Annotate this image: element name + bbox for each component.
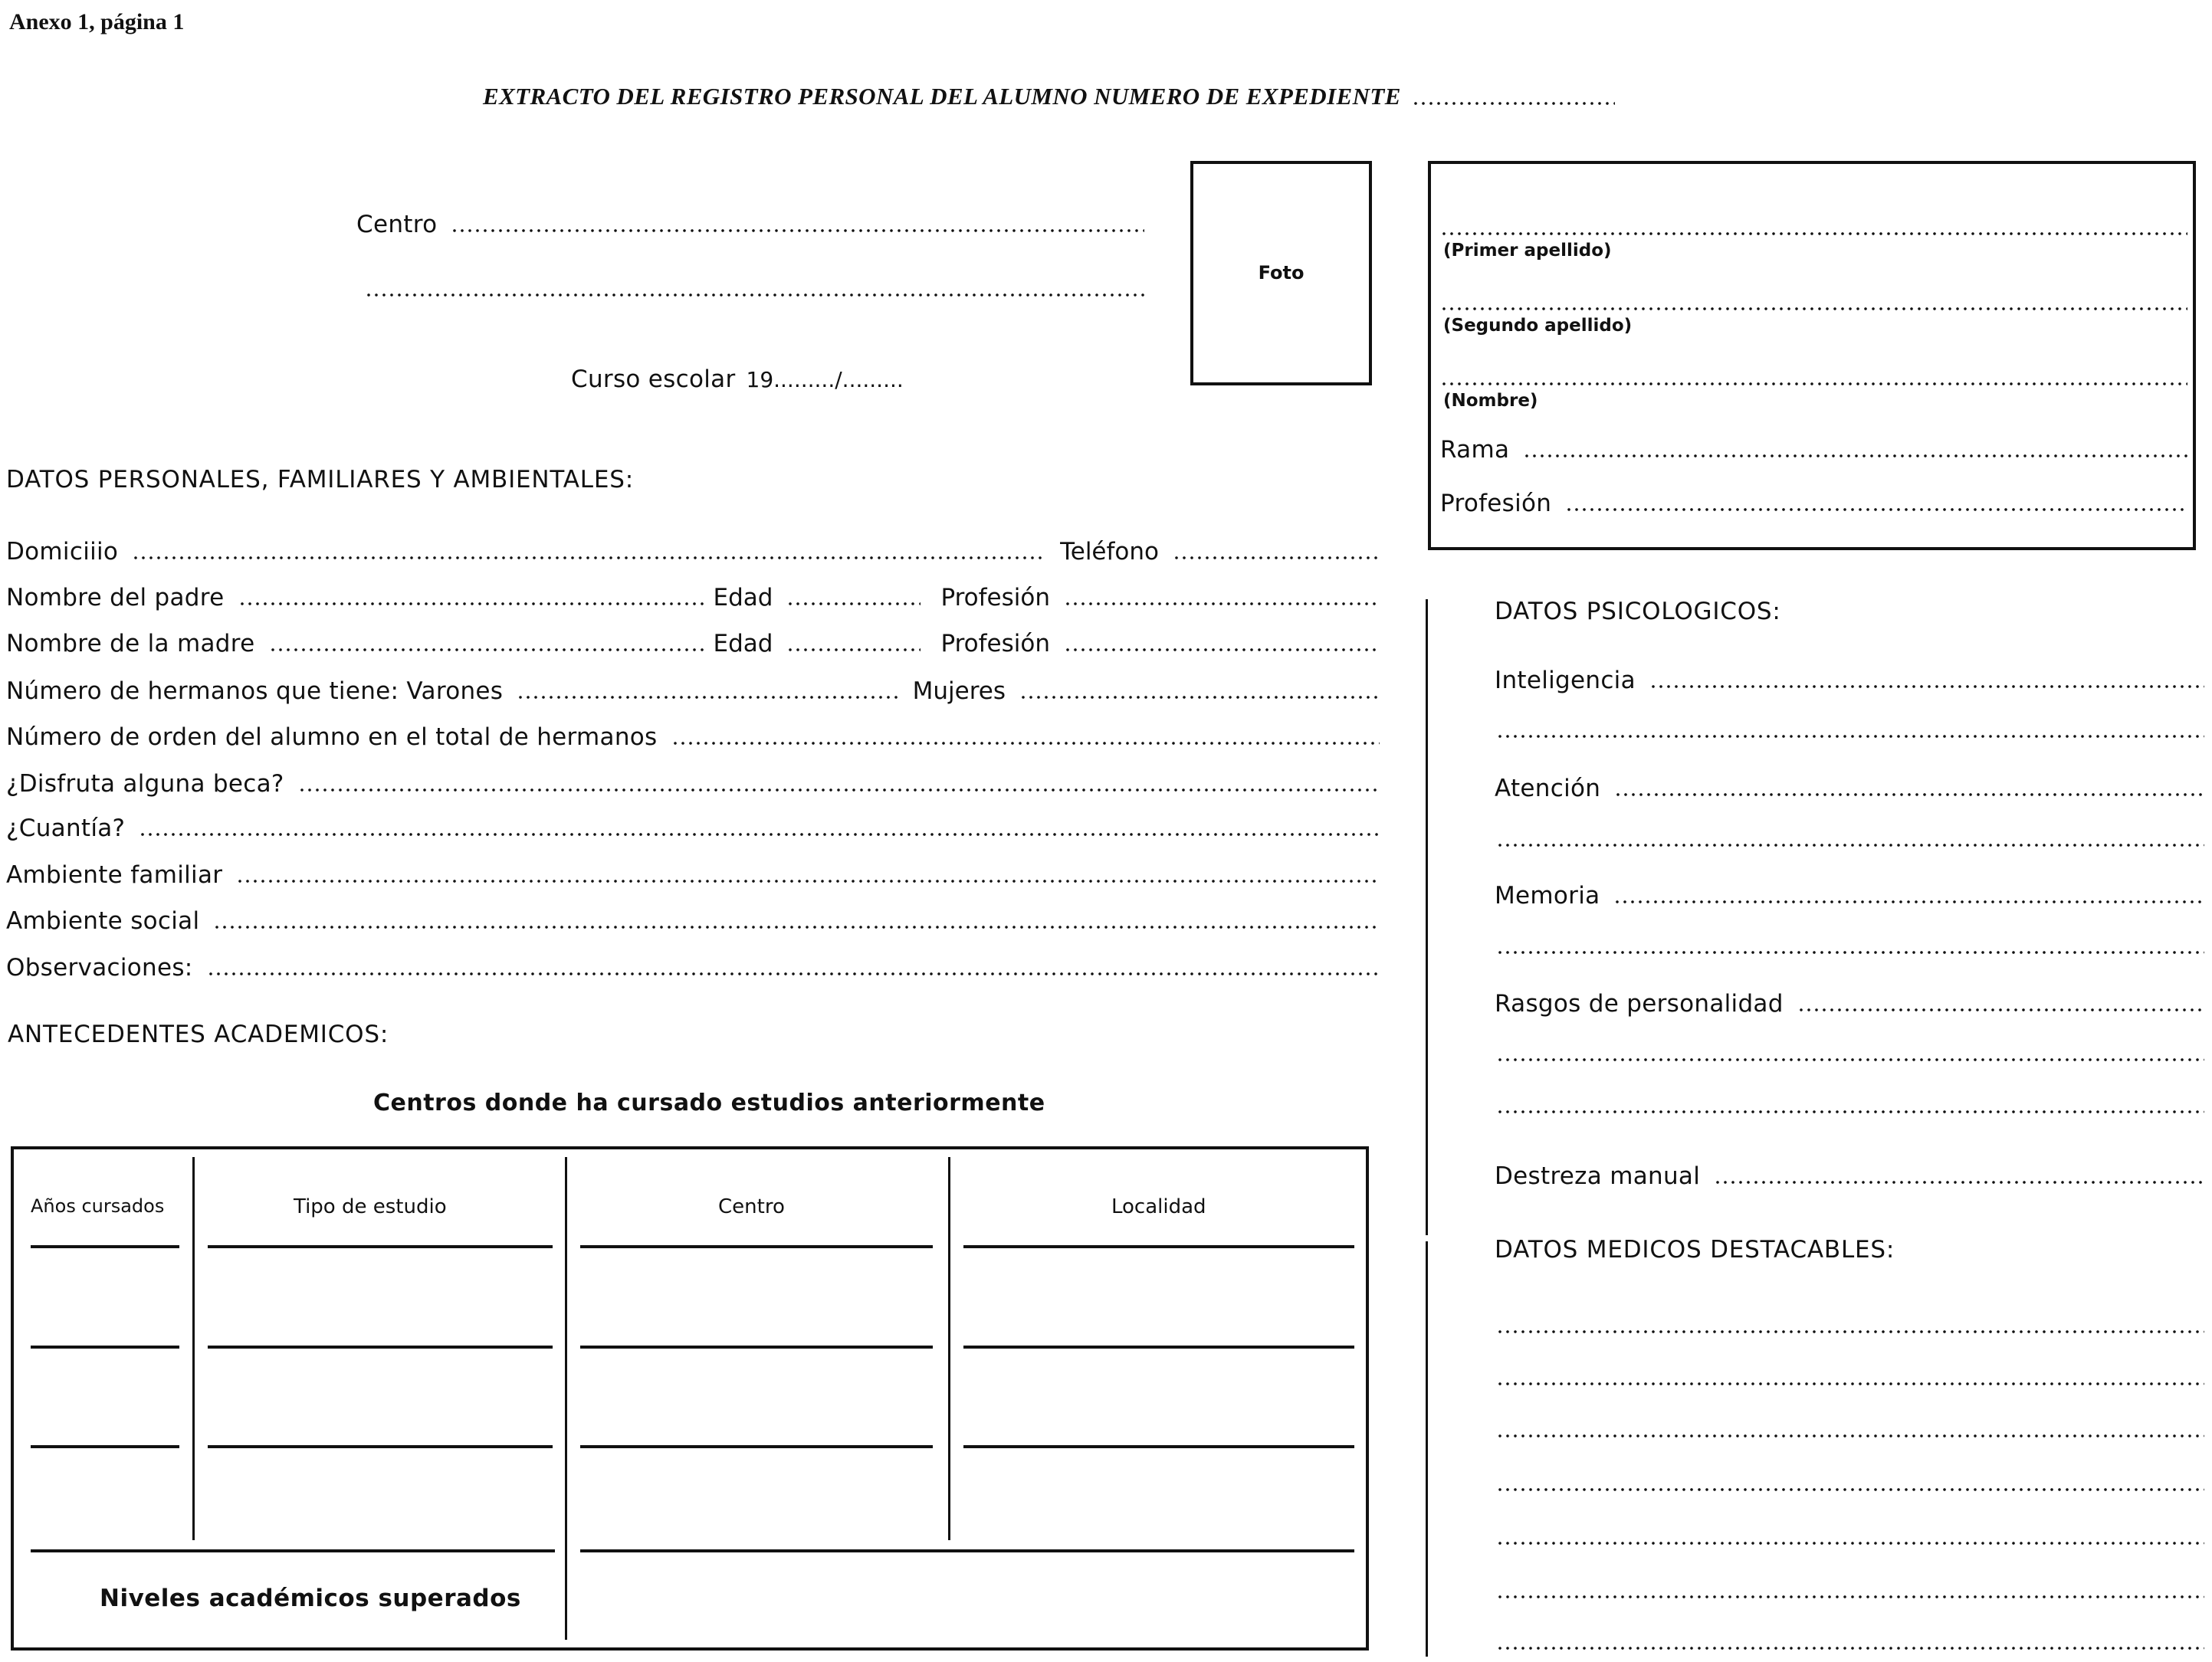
row-line <box>31 1245 179 1248</box>
memoria-row <box>1495 878 2204 909</box>
hermanos-label: Número de hermanos que tiene: Varones <box>6 677 504 705</box>
academic-subtitle: Centros donde ha cursado estudios anteriormente <box>373 1090 1045 1116</box>
rasgos-row <box>1495 986 2204 1017</box>
row-line <box>580 1346 933 1349</box>
centro-field-line2[interactable] <box>365 293 1144 297</box>
row-line <box>31 1445 179 1448</box>
row-line <box>31 1346 179 1349</box>
observaciones-field[interactable] <box>207 972 1380 976</box>
padre-row <box>6 580 1380 611</box>
domicilio-row <box>6 534 1380 565</box>
beca-row <box>6 766 1380 797</box>
rasgos-field-line2[interactable] <box>1496 1057 2204 1062</box>
amb-familiar-label: Ambiente familiar <box>6 861 223 889</box>
amb-familiar-field[interactable] <box>236 879 1380 883</box>
medical-line[interactable] <box>1496 1434 2204 1438</box>
domicilio-label: Domiciiio <box>6 538 119 565</box>
atencion-field[interactable] <box>1614 792 2204 797</box>
col-divider-3 <box>948 1157 950 1540</box>
rasgos-field[interactable] <box>1797 1008 2204 1012</box>
rama-row <box>1440 432 2187 463</box>
medical-line[interactable] <box>1496 1487 2204 1492</box>
centro-field[interactable] <box>451 228 1144 233</box>
niveles-field[interactable] <box>581 1563 1355 1640</box>
memoria-field-line2[interactable] <box>1496 950 2204 955</box>
medical-line[interactable] <box>1496 1595 2204 1599</box>
padre-profesion-label: Profesión <box>940 584 1050 611</box>
row-line <box>963 1445 1354 1448</box>
varones-field[interactable] <box>517 695 898 700</box>
observaciones-row <box>6 950 1380 981</box>
inteligencia-field[interactable] <box>1649 684 2204 689</box>
annex-label: Anexo 1, página 1 <box>9 9 185 34</box>
destreza-field[interactable] <box>1714 1180 2204 1185</box>
rama-label: Rama <box>1440 436 1510 464</box>
segundo-apellido-label: (Segundo apellido) <box>1443 316 1633 336</box>
col-divider-1 <box>192 1157 195 1540</box>
row-line <box>208 1245 553 1248</box>
orden-field[interactable] <box>671 741 1380 746</box>
atencion-field-line2[interactable] <box>1496 843 2204 847</box>
madre-label: Nombre de la madre <box>6 630 255 657</box>
hermanos-row <box>6 674 1380 704</box>
profesion-row <box>1440 486 2187 516</box>
segundo-apellido-field[interactable] <box>1440 307 2187 311</box>
row-line <box>963 1245 1354 1248</box>
document-title: EXTRACTO DEL REGISTRO PERSONAL DEL ALUMNO NUMERO DE EXPEDIENTE <box>483 83 1401 110</box>
inteligencia-row <box>1495 663 2204 693</box>
col-header-localidad: Localidad <box>1111 1195 1206 1218</box>
amb-social-row <box>6 903 1380 934</box>
cuantia-label: ¿Cuantía? <box>6 815 126 842</box>
medical-line[interactable] <box>1496 1329 2204 1334</box>
cuantia-field[interactable] <box>139 832 1380 837</box>
domicilio-field[interactable] <box>132 556 1046 560</box>
row-line <box>963 1346 1354 1349</box>
padre-edad-label: Edad <box>713 584 773 611</box>
title-row <box>483 80 1740 110</box>
atencion-label: Atención <box>1495 775 1601 802</box>
centro-row <box>356 207 1144 238</box>
rasgos-label: Rasgos de personalidad <box>1495 990 1784 1018</box>
col-header-tipo: Tipo de estudio <box>294 1195 447 1218</box>
identity-box <box>1428 161 2196 550</box>
niveles-label: Niveles académicos superados <box>100 1585 521 1612</box>
madre-field[interactable] <box>269 647 707 652</box>
curso-field[interactable]: 19........./......... <box>746 367 904 392</box>
column-rule-upper <box>1426 599 1428 1235</box>
atencion-row <box>1495 771 2204 801</box>
madre-row <box>6 626 1380 657</box>
medical-line[interactable] <box>1496 1541 2204 1546</box>
beca-label: ¿Disfruta alguna beca? <box>6 770 284 798</box>
mujeres-label: Mujeres <box>912 677 1006 705</box>
row-line <box>208 1346 553 1349</box>
primer-apellido-field[interactable] <box>1440 231 2187 236</box>
telefono-field[interactable] <box>1173 556 1380 560</box>
amb-social-label: Ambiente social <box>6 907 200 935</box>
amb-familiar-row <box>6 857 1380 888</box>
centro-label: Centro <box>356 211 438 238</box>
medical-line[interactable] <box>1496 1646 2204 1651</box>
academic-heading: ANTECEDENTES ACADEMICOS: <box>8 1021 389 1048</box>
amb-social-field[interactable] <box>213 925 1380 929</box>
padre-field[interactable] <box>238 602 707 606</box>
rama-field[interactable] <box>1523 454 2187 458</box>
primer-apellido-label: (Primer apellido) <box>1443 241 1612 261</box>
madre-edad-label: Edad <box>713 630 773 657</box>
column-rule-lower <box>1426 1241 1428 1657</box>
curso-row <box>571 362 1000 392</box>
medical-heading: DATOS MEDICOS DESTACABLES: <box>1495 1236 1895 1264</box>
photo-box <box>1190 161 1372 385</box>
inteligencia-label: Inteligencia <box>1495 667 1636 694</box>
madre-profesion-field[interactable] <box>1064 647 1380 652</box>
col-divider-2 <box>565 1157 567 1640</box>
madre-profesion-label: Profesión <box>940 630 1050 657</box>
col-header-anos: Años cursados <box>31 1195 165 1217</box>
row-line <box>580 1445 933 1448</box>
nombre-label: (Nombre) <box>1443 391 1538 411</box>
telefono-label: Teléfono <box>1060 538 1159 565</box>
profesion-label: Profesión <box>1440 490 1552 517</box>
orden-row <box>6 720 1380 750</box>
orden-label: Número de orden del alumno en el total de hermanos <box>6 723 658 751</box>
nombre-field[interactable] <box>1440 382 2187 386</box>
photo-label: Foto <box>1258 262 1305 284</box>
madre-edad-field[interactable] <box>786 647 921 652</box>
academic-table <box>11 1146 1369 1651</box>
inteligencia-field-line2[interactable] <box>1496 734 2204 739</box>
padre-profesion-field[interactable] <box>1064 602 1380 606</box>
psych-heading: DATOS PSICOLOGICOS: <box>1495 598 1781 625</box>
mujeres-field[interactable] <box>1019 695 1380 700</box>
memoria-field[interactable] <box>1613 900 2204 904</box>
padre-edad-field[interactable] <box>786 602 921 606</box>
padre-label: Nombre del padre <box>6 584 225 611</box>
curso-label: Curso escolar <box>571 366 736 393</box>
memoria-label: Memoria <box>1495 882 1600 910</box>
destreza-row <box>1495 1159 2204 1189</box>
profesion-field[interactable] <box>1565 507 2187 512</box>
medical-line[interactable] <box>1496 1382 2204 1386</box>
personal-heading: DATOS PERSONALES, FAMILIARES Y AMBIENTALES: <box>6 466 634 493</box>
cuantia-row <box>6 811 1380 841</box>
niveles-line-left <box>31 1549 555 1552</box>
rasgos-field-line3[interactable] <box>1496 1110 2204 1114</box>
destreza-label: Destreza manual <box>1495 1162 1701 1190</box>
row-line <box>208 1445 553 1448</box>
col-header-centro: Centro <box>718 1195 785 1218</box>
observaciones-label: Observaciones: <box>6 954 193 982</box>
beca-field[interactable] <box>298 788 1380 792</box>
niveles-line-right <box>580 1549 1354 1552</box>
row-line <box>580 1245 933 1248</box>
expediente-field[interactable] <box>1412 101 1615 106</box>
